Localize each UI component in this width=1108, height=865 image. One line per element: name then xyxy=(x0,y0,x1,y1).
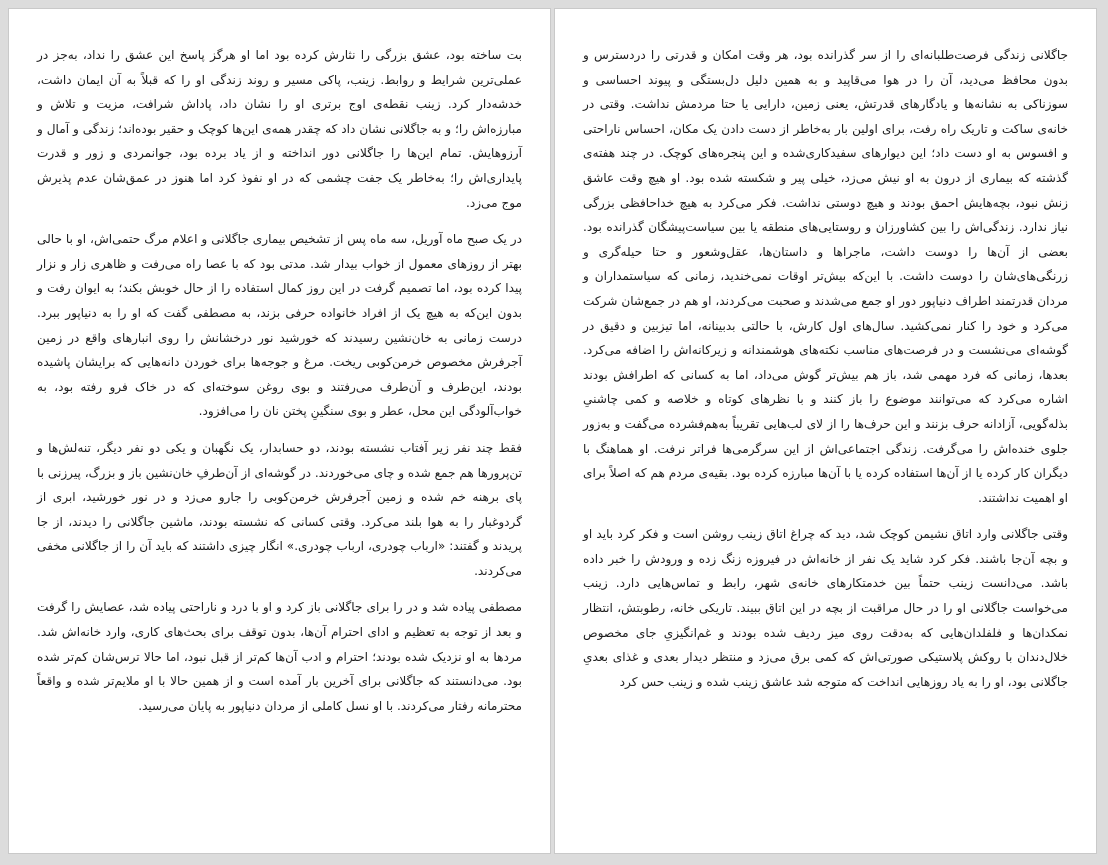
document-page-left xyxy=(8,8,551,854)
page-text xyxy=(37,43,522,730)
paragraph: مصطفی پیاده شد و در را برای جاگلانی باز کرد و او با درد و ناراحتی پیاده شد، عصایش را گرفت و بعد از توجه به تعظیم و ادای احترام آن‌ها، بدون توقف برای بحث‌های کاری، وارد خانه‌اش شد. مردها به او نزدیک شده بودند؛ احترام و ادب آن‌ها کم‌تر از قبل نبود، اما حالا ترس‌شان کم‌تر شده بود. می‌دانستند که جاگلانی برای آخرین بار آمده است و از همین حالا با او ملایم‌تر شده و واقعاً محترمانه رفتار می‌کردند. با او نسل کاملی از مردان دنیاپور به پایان می‌رسید. xyxy=(37,600,522,713)
paragraph: در یک صبح ماه آوریل، سه ماه پس از تشخیص بیماری جاگلانی و اعلام مرگ حتمی‌اش، او با حالی بهتر از روزهای معمول از خواب بیدار شد. مدتی بود که با عصا راه می‌رفت و ظاهری زار و نزار پیدا کرده بود، اما تصمیم گرفت در این روز کمال استفاده را از حال خوبش بکند؛ به ایوان رفت و بدون این‌که به هیچ یک از افراد خانواده حرفی بزند، به مصطفی گفت که او را به دنیاپور ببرد. درست زمانی به خان‌نشین رسیدند که خورشید نور درخشانش را روی انبارهای واقع در زمین آجرفرش مخصوص خرمن‌کوبی ریخت. مرغ و جوجه‌ها برای خوردن دانه‌هایی که برایشان پاشیده بودند، این‌طرف و آن‌طرف می‌رفتند و بوی روغن سوخته‌ای که در خاک فرو رفته بود، به خواب‌آلودگی این محل، عطر و بوی سنگینِ پختن نان را می‌افزود. xyxy=(37,232,522,419)
document-page-right xyxy=(554,8,1097,854)
paragraph: جاگلانی زندگی فرصت‌طلبانه‌ای را از سر گذرانده بود، هر وقت امکان و قدرتی را دردسترس و بدون محافظ می‌دید، آن را در هوا می‌قاپید و به همین دلیل دل‌بستگی و پیوند احساسی و سوزناکی به نشانه‌ها و یادگارهای قدرتش، یعنی زمین، دارایی یا حتا مردمش نداشت. وقتی در خانه‌ی ساکت و تاریک راه رفت، برای اولین بار به‌خاطر از دست دادن یک مکان، احساس ناراحتی و افسوس به او دست داد؛ این دیوارهای سفیدکاری‌شده و این پنجره‌های کوچک. در چند هفته‌ی گذشته که بیماری از درون به او نیش می‌زد، خیلی پیر و شکسته شده بود. او هیچ وقت عاشق زنش نبود، بچه‌هایش احمق بودند و هیچ دوستی نداشت. فکر می‌کرد به هیچ خداحافظی بزرگی نیاز ندارد. زندگی‌اش را بین کشاورزان و روستایی‌های منطقه یا بین سیاست‌پیشگان گذرانده بود. بعضی از آن‌ها را دوست داشت، ماجراها و داستان‌ها، عقل‌وشعور و حتا حیله‌گری و زرنگی‌های‌شان را دوست داشت. با این‌که بیش‌تر اوقات نمی‌خندید، زمانی که سیاستمداران و مردان قدرتمند اطراف دنیاپور دور او جمع می‌شدند و صحبت می‌کردند، او هم در جمع‌شان شرکت می‌کرد و خود را کنار نمی‌کشید. سال‌های اول کارش، با حالتی بدبینانه، اما تیزبین و دقیق در گوشه‌ای می‌نشست و در فرصت‌های مناسب نکته‌های هوشمندانه و زیرکانه‌اش را اضافه می‌کرد. بعدها، زمانی که فرد مهمی شد، باز هم بیش‌تر گوش می‌داد، اما به کسانی که اطرافش بودند اشاره می‌کرد که می‌توانند موضوع را باز کنند و با نظرهای کوتاه و خلاصه و کمی چاشنیِ بذله‌گویی، آزادانه حرف بزنند و این حرف‌ها را از لای لب‌هایی تقریباً به‌هم‌فشرده می‌گفت و به‌زور جلوی خنده‌اش را می‌گرفت. زندگی اجتماعی‌اش از این سرگرمی‌ها فراتر نرفت. او هماهنگ با دیگران کار کرده یا از آن‌ها استفاده کرده یا با آن‌ها مبارزه کرده بود. بقیه‌ی مردم هم که اصلاً برای او اهمیت نداشتند. xyxy=(583,48,1068,505)
paragraph: وقتی جاگلانی وارد اتاق نشیمن کوچک شد، دید که چراغ اتاق زینب روشن است و فکر کرد باید او و بچه آن‌جا باشند. فکر کرد شاید یک نفر از خانه‌اش در فیروزه زنگ زده و ورودش را خبر داده باشد. می‌دانست زینب حتماً بین خدمتکارهای خانه‌ی شهر، رابط و تماس‌هایی دارد. زینب می‌خواست جاگلانی او را در حال مراقبت از بچه در این اتاق ببیند. تاریکی خانه، رطوبتش، انتظار نمکدان‌ها و فلفلدان‌هایی که به‌دقت روی میز ردیف شده بودند و غم‌انگیزیِ جای مخصوص خلال‌دندان با روکش پلاستیکی صورتی‌اش که کمی برق می‌زد و منتظر دیدار بعدی و غذای بعدیِ جاگلانی بود، او را به یاد روزهایی انداخت که متوجه شد عاشق زینب شده و زینب حس کرد xyxy=(583,527,1068,689)
page-text xyxy=(583,43,1068,706)
paragraph: بت ساخته بود، عشق بزرگی را نثارش کرده بود اما او هرگز پاسخ این عشق را نداد، به‌جز در عملی‌ترین شرایط و روابط. زینب، پاکی مسیر و روند زندگی او را که قبلاً به آن ایمان داشت، خدشه‌دار کرد. زینب نقطه‌ی اوج برتری او را نشان داد، پاداش شرافت، مزیت و تلاش و مبارزه‌اش را؛ و به جاگلانی نشان داد که چقدر همه‌ی این‌ها کوچک و حقیر بوده‌اند؛ زندگی و آمال و آرزوهایش. تمام این‌ها را جاگلانی دور انداخته و از یاد برده بود، جوانمردی و زور و قدرت پایداری‌اش را؛ به‌خاطر یک جفت چشمی که در او نفوذ کرد اما هنوز در عمق‌شان عدم پذیرش موج می‌زد. xyxy=(37,48,522,210)
paragraph: فقط چند نفر زیر آفتاب نشسته بودند، دو حسابدار، یک نگهبان و یکی دو نفر دیگر، تنه‌لش‌ها و تن‌پرورها هم جمع شده و چای می‌خوردند. در گوشه‌ای از آن‌طرفِ خان‌نشین باز و بزرگ، پیرزنی با پای برهنه خم شده و زمین آجرفرش خرمن‌کوبی را جارو می‌زد و در نور خورشید، ابری از گردوغبار را به هوا بلند می‌کرد. وقتی کسانی که نشسته بودند، ماشین جاگلانی را دیدند، از جا پریدند و گفتند: «ارباب چودری، ارباب چودری.» انگار چیزی داشتند که باید آن را از جاگلانی مخفی می‌کردند. xyxy=(37,440,522,578)
